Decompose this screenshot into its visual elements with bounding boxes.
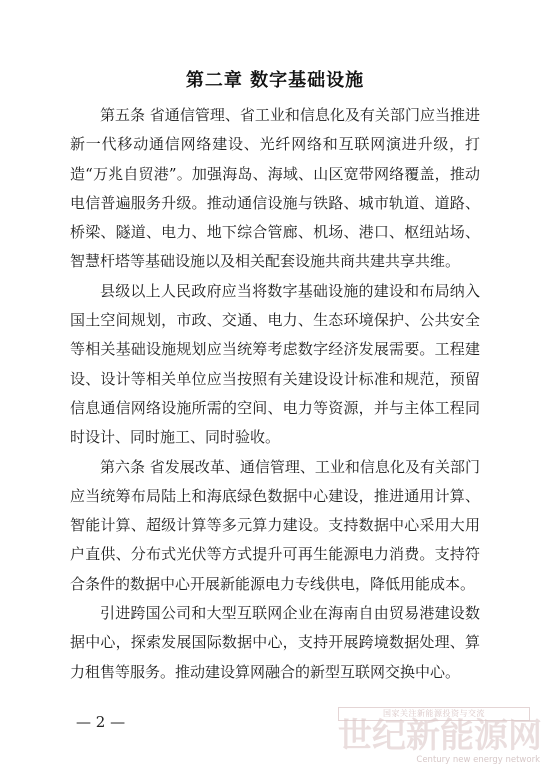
paragraph-data-centers: 引进跨国公司和大型互联网企业在海南自由贸易港建设数据中心，探索发展国际数据中心，支持开展跨境数据处理、算力租售等服务。推动建设算网融合的新型互联网交换中心。 xyxy=(70,604,480,681)
paragraph-article-5: 第五条 省通信管理、省工业和信息化及有关部门应当推进新一代移动通信网络建设、光纤网络和互联网演进升级，打造“万兆自贸港”。加强海岛、海域、山区宽带网络覆盖，推动电信普遍服务升级。推动通信设施与铁路、城市轨道、道路、桥梁、隧道、电力、地下综合管廊、机场、港口、枢纽站场、智慧杆塔等基础设施以及相关配套设施共商共建共享共维。 xyxy=(70,106,480,271)
watermark-follow-text: 国家关注新能源投资与交流 xyxy=(338,707,530,721)
body-text xyxy=(70,101,480,687)
page-number: — 2 — xyxy=(76,713,126,731)
watermark-english-text: Century new energy network xyxy=(416,755,540,765)
paragraph-article-6: 第六条 省发展改革、通信管理、工业和信息化及有关部门应当统筹布局陆上和海底绿色数据中心建设，推进通用计算、智能计算、超级计算等多元算力建设。支持数据中心采用大用户直供、分布式光伏等方式提升可再生能源电力消费。支持符合条件的数据中心开展新能源电力专线供电，降低用能成本。 xyxy=(70,457,480,593)
paragraph-county-planning: 县级以上人民政府应当将数字基础设施的建设和布局纳入国土空间规划，市政、交通、电力、生态环境保护、公共安全等相关基础设施规划应当统筹考虑数字经济发展需要。工程建设、设计等相关单位应当按照有关建设设计标准和规范，预留信息通信网络设施所需的空间、电力等资源，并与主体工程同时设计、同时施工、同时验收。 xyxy=(70,281,480,447)
chapter-title: 第二章 数字基础设施 xyxy=(185,70,365,91)
watermark-logo: 世纪新能源网 xyxy=(338,716,542,756)
